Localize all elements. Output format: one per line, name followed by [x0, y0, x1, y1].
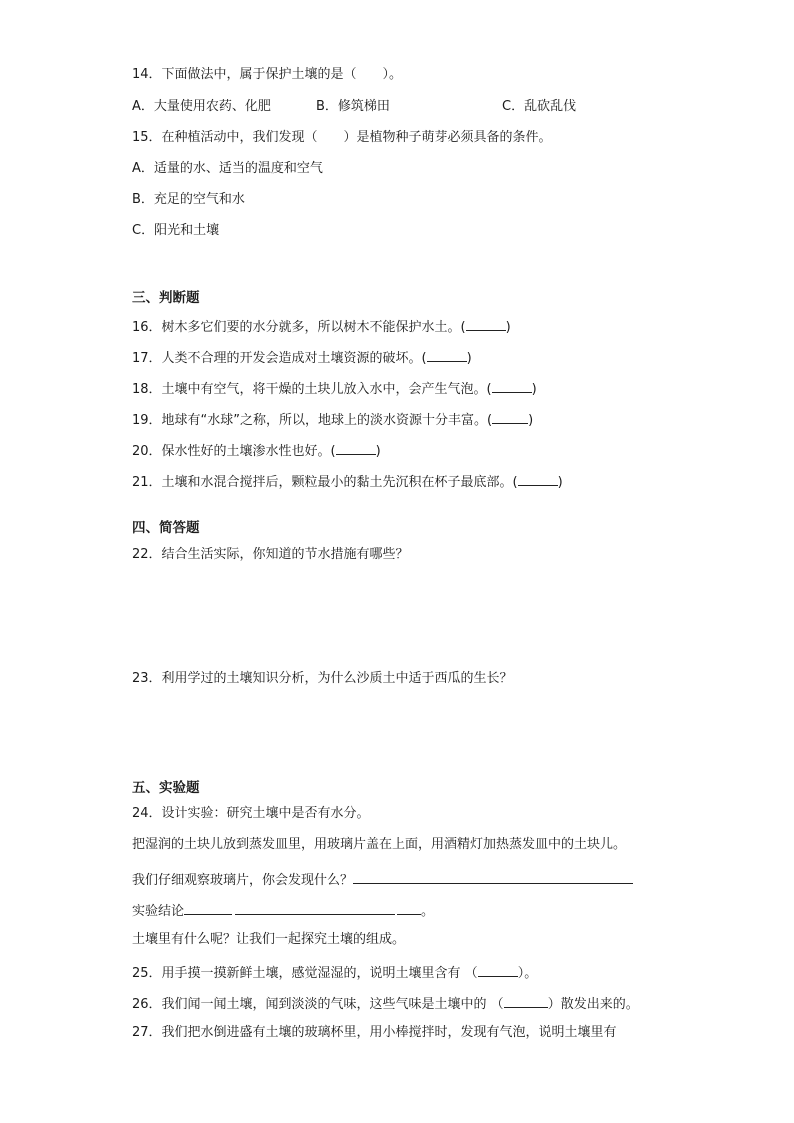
- answer-blank[interactable]: [336, 440, 376, 455]
- question-15-option-b: [132, 191, 245, 209]
- answer-blank[interactable]: [492, 409, 528, 424]
- question-27: [132, 1024, 617, 1042]
- answer-line[interactable]: [397, 900, 421, 915]
- question-24-observe: [132, 869, 633, 890]
- judgment-text: 16．树木多它们要的水分就多，所以树木不能保护水土。(: [132, 320, 466, 335]
- question-26: [132, 993, 639, 1014]
- question-text: 22．结合生活实际，你知道的节水措施有哪些？: [132, 547, 409, 562]
- section-title: 五、实验题: [132, 780, 200, 796]
- paren-close: ）。: [517, 966, 538, 981]
- section-heading-experiment: [132, 779, 200, 797]
- paren-close: ）散发出来的。: [547, 997, 639, 1012]
- option-a: A．适量的水、适当的温度和空气: [132, 161, 323, 176]
- judgment-text: 19．地球有“水球”之称，所以，地球上的淡水资源十分丰富。(: [132, 413, 493, 428]
- answer-blank[interactable]: [478, 962, 518, 977]
- paren-close: ): [531, 382, 537, 397]
- paren-close: ): [505, 320, 511, 335]
- question-text: 25．用手摸一摸新鲜土壤，感觉湿湿的，说明土壤里含有 （: [132, 966, 478, 981]
- answer-line[interactable]: [184, 900, 232, 915]
- question-24-title: [132, 805, 370, 823]
- option-b: B．充足的空气和水: [132, 192, 245, 207]
- section-heading-short-answer: [132, 519, 200, 537]
- period: 。: [421, 904, 435, 919]
- question-15: [132, 129, 552, 147]
- judgment-16: [132, 316, 511, 337]
- question-14-stem: 14．下面做法中，属于保护土壤的是（ ）。: [132, 67, 403, 82]
- question-24-intro: [132, 931, 405, 949]
- answer-line[interactable]: [235, 900, 395, 915]
- observe-text: 我们仔细观察玻璃片，你会发现什么？: [132, 873, 354, 888]
- judgment-text: 17．人类不合理的开发会造成对土壤资源的破坏。(: [132, 351, 427, 366]
- question-24-conclusion: [132, 900, 434, 921]
- section-heading-judgment: [132, 289, 200, 307]
- question-25: [132, 962, 537, 983]
- question-15-option-a: [132, 160, 323, 178]
- option-c: C．乱砍乱伐: [502, 99, 577, 114]
- judgment-text: 21．土壤和水混合搅拌后，颗粒最小的黏土先沉积在杯子最底部。(: [132, 475, 518, 490]
- judgment-21: [132, 471, 563, 492]
- conclusion-label: 实验结论: [132, 904, 185, 919]
- paren-close: ): [466, 351, 472, 366]
- question-22: [132, 546, 409, 564]
- answer-line[interactable]: [353, 869, 633, 884]
- procedure-text: 把湿润的土块儿放到蒸发皿里，用玻璃片盖在上面，用酒精灯加热蒸发皿中的土块儿。: [132, 837, 627, 852]
- question-text: 26．我们闻一闻土壤，闻到淡淡的气味，这些气味是土壤中的 （: [132, 997, 504, 1012]
- judgment-text: 18．土壤中有空气，将干燥的土块儿放入水中，会产生气泡。(: [132, 382, 492, 397]
- question-15-option-c: [132, 222, 219, 240]
- judgment-18: [132, 378, 537, 399]
- question-text: 24．设计实验：研究土壤中是否有水分。: [132, 806, 370, 821]
- judgment-17: [132, 347, 472, 368]
- option-a: A．大量使用农药、化肥: [132, 99, 271, 114]
- answer-blank[interactable]: [466, 316, 506, 331]
- paren-close: ): [557, 475, 563, 490]
- question-text: 23．利用学过的土壤知识分析，为什么沙质土中适于西瓜的生长？: [132, 671, 513, 686]
- question-15-stem: 15．在种植活动中，我们发现（ ）是植物种子萌芽必须具备的条件。: [132, 130, 552, 145]
- paren-close: ): [375, 444, 381, 459]
- judgment-20: [132, 440, 381, 461]
- paren-close: ): [528, 413, 534, 428]
- answer-blank[interactable]: [504, 993, 548, 1008]
- question-text: 27．我们把水倒进盛有土壤的玻璃杯里，用小棒搅拌时，发现有气泡，说明土壤里有: [132, 1025, 617, 1040]
- question-23: [132, 670, 513, 688]
- option-c: C．阳光和土壤: [132, 223, 220, 238]
- question-24-procedure: [132, 836, 626, 854]
- answer-blank[interactable]: [492, 378, 532, 393]
- section-title: 四、简答题: [132, 520, 200, 536]
- judgment-19: [132, 409, 533, 430]
- answer-blank[interactable]: [427, 347, 467, 362]
- option-b: B．修筑梯田: [316, 99, 390, 114]
- intro-text: 土壤里有什么呢？让我们一起探究土壤的组成。: [132, 932, 406, 947]
- judgment-text: 20．保水性好的土壤渗水性也好。(: [132, 444, 336, 459]
- question-14: [132, 66, 402, 84]
- answer-blank[interactable]: [518, 471, 558, 486]
- section-title: 三、判断题: [132, 290, 200, 306]
- question-14-options: [132, 98, 576, 116]
